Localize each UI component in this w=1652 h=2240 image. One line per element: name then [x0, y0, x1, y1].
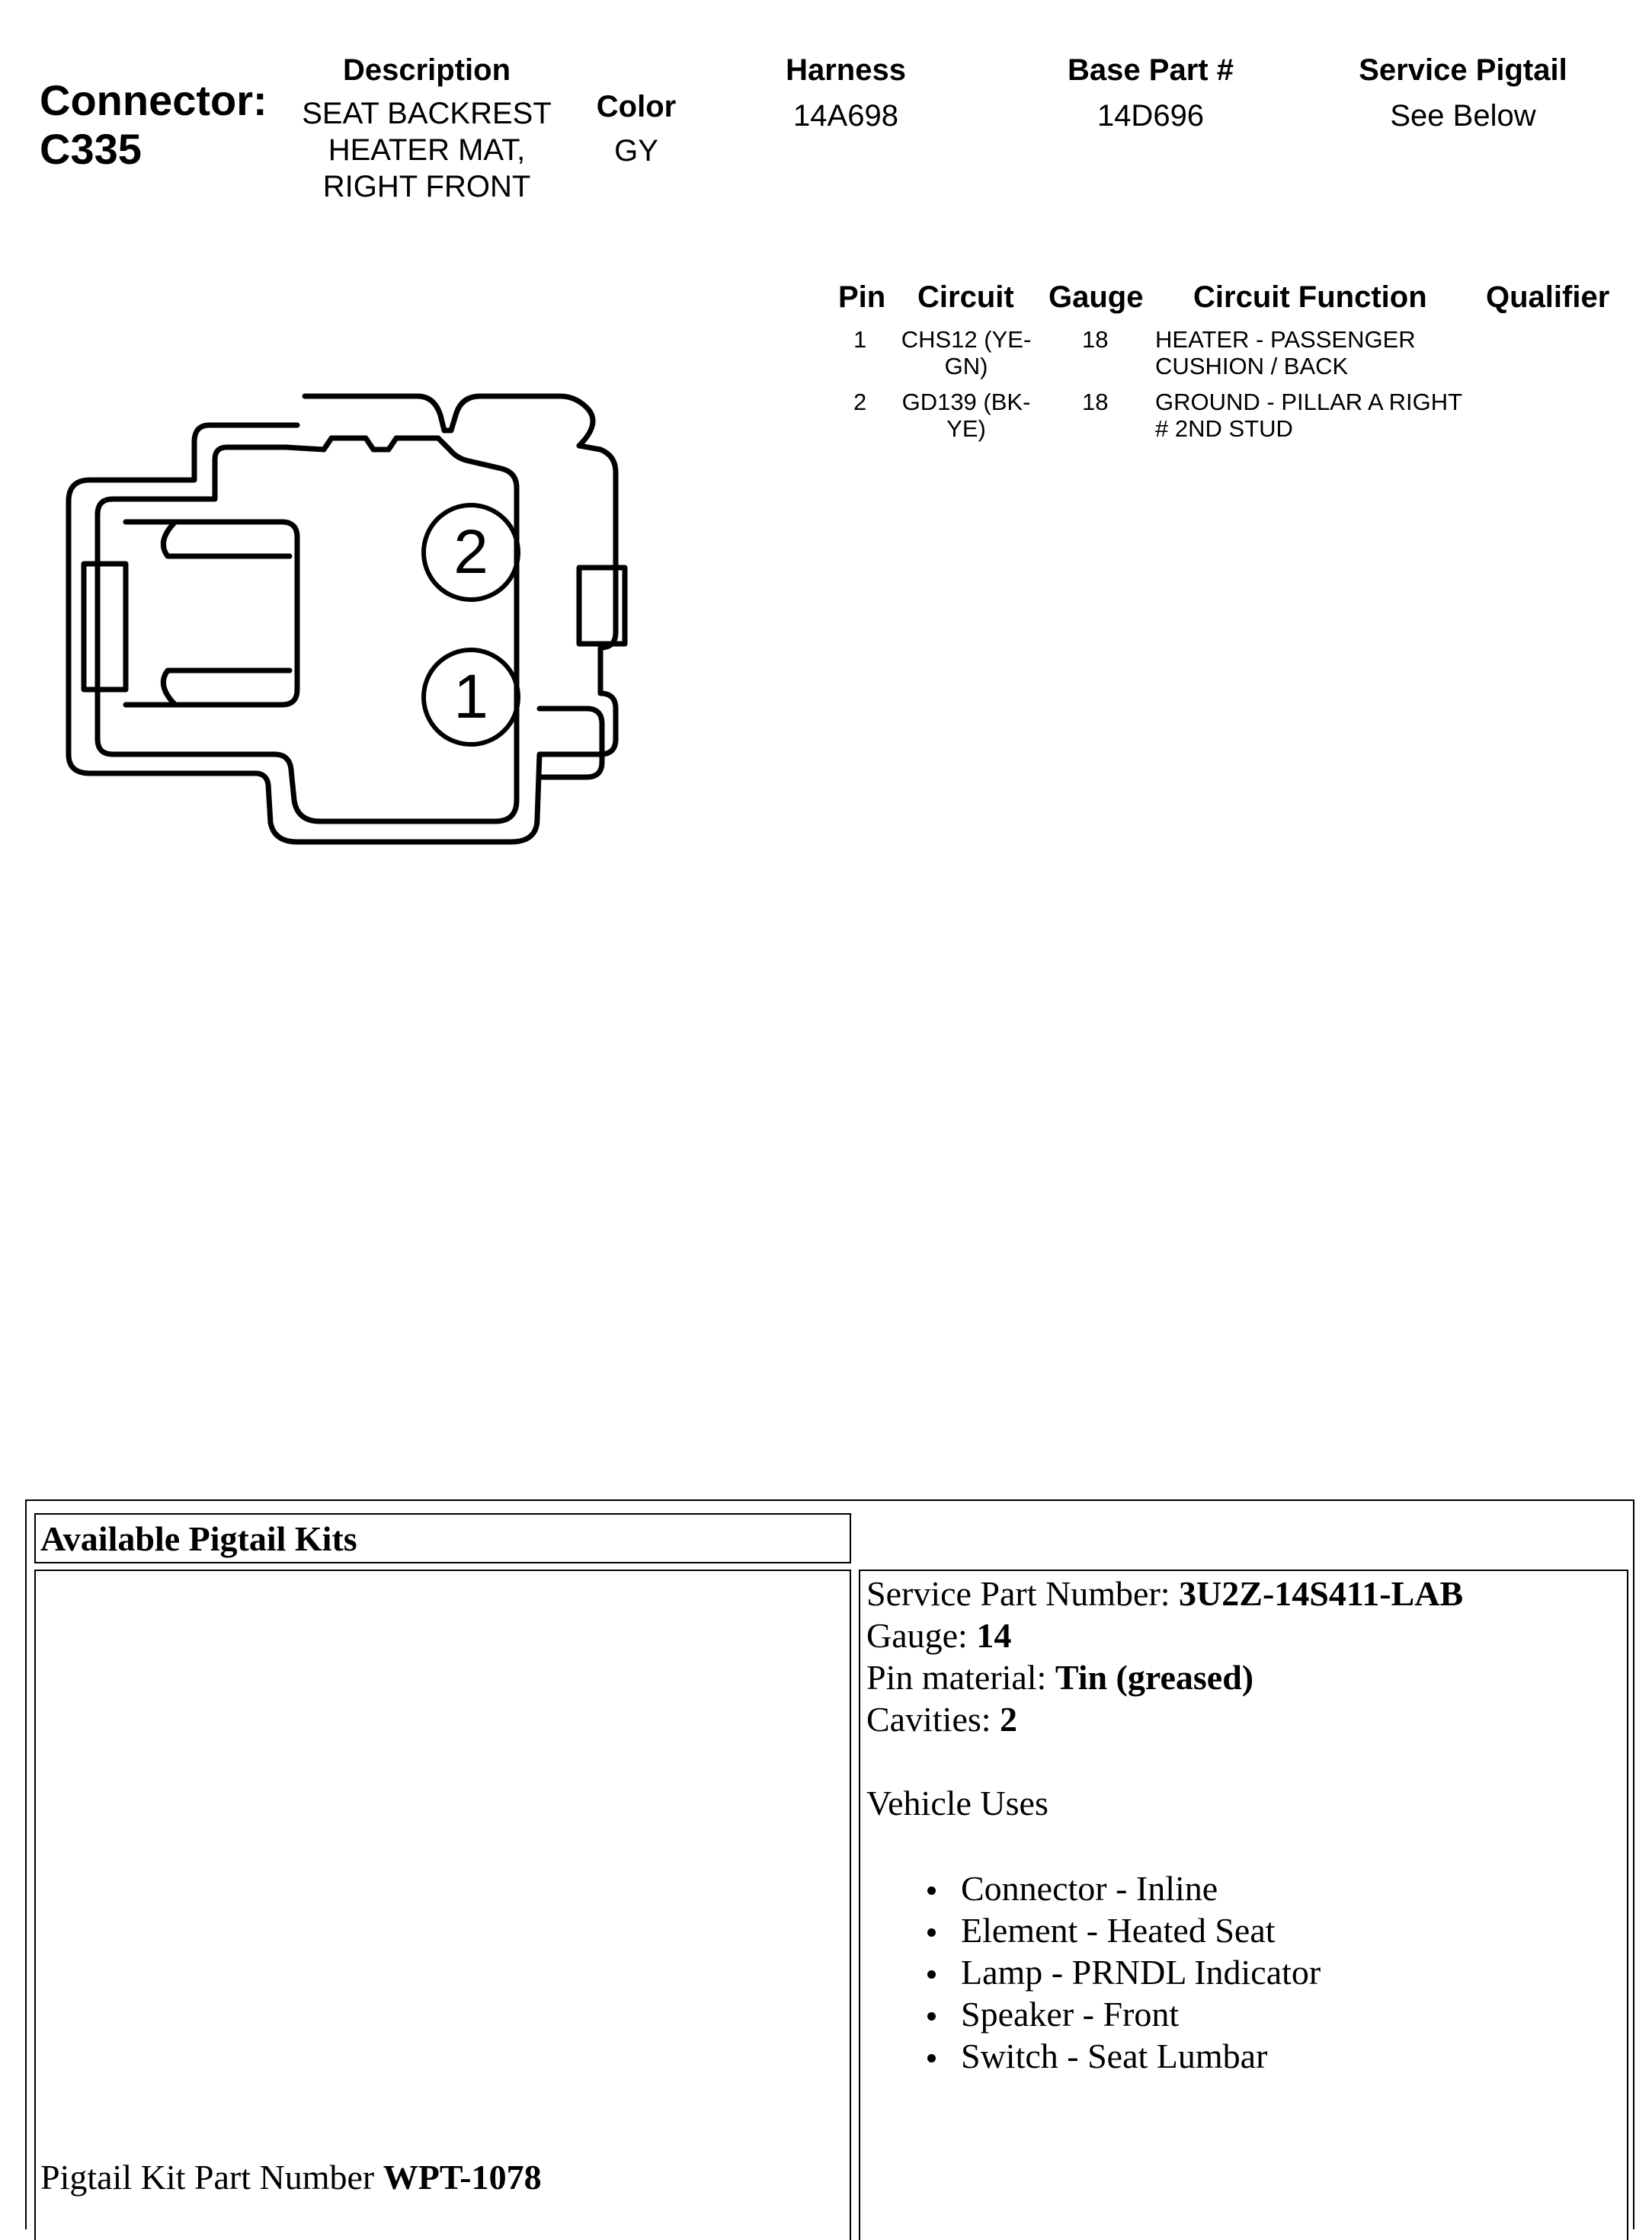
circuit-cell: GD139 (BK-YE) [901, 389, 1031, 442]
list-item: Speaker - Front [961, 1993, 1463, 2035]
latch-tab-left [84, 564, 126, 690]
service-pigtail-label: Service Pigtail [1359, 53, 1567, 87]
list-item: Element - Heated Seat [961, 1909, 1463, 1951]
pin-material-label: Pin material: [866, 1658, 1047, 1697]
pin-number: 1 [853, 326, 867, 353]
kit-number-label: Pigtail Kit Part Number [40, 2158, 375, 2197]
service-part-label: Service Part Number: [866, 1574, 1170, 1613]
pigtail-kits-table [25, 1499, 1634, 2229]
circuit-cell: CHS12 (YE-GN) [901, 326, 1032, 379]
key-lower-right [539, 709, 602, 777]
harness-label: Harness [786, 53, 906, 87]
lock-arm [126, 522, 297, 705]
pigtail-title-cell [34, 1513, 851, 1563]
pin-material-value: Tin (greased) [1055, 1658, 1254, 1697]
connector-id: C335 [40, 125, 142, 173]
cavities-label: Cavities: [866, 1700, 991, 1739]
list-item: Lamp - PRNDL Indicator [961, 1951, 1463, 1993]
base-part-value: 14D696 [1097, 99, 1205, 133]
pin-label-1: 1 [453, 662, 488, 731]
service-pigtail-value: See Below [1390, 99, 1536, 133]
pigtail-details-cell [859, 1570, 1628, 2240]
list-item: Switch - Seat Lumbar [961, 2035, 1463, 2077]
gauge-cell: 18 [1082, 389, 1109, 415]
service-part-value: 3U2Z-14S411-LAB [1179, 1574, 1464, 1613]
connector-diagram [53, 373, 632, 861]
pin-label-2: 2 [453, 517, 488, 587]
description-label: Description [342, 53, 511, 87]
connector-outer-shell [69, 396, 616, 842]
base-part-label: Base Part # [1068, 53, 1234, 87]
connector-inner-shell [98, 438, 517, 821]
harness-value: 14A698 [793, 99, 898, 133]
gauge-line [866, 1614, 1463, 1656]
service-part-line [866, 1573, 1463, 1614]
pigtail-details [866, 1573, 1463, 2077]
connector-label: Connector: [40, 76, 267, 124]
pin-number: 2 [853, 389, 867, 415]
gauge-header: Gauge [1049, 280, 1144, 314]
pigtail-image-cell [34, 1570, 851, 2240]
gauge-cell: 18 [1082, 326, 1109, 353]
description-value: SEAT BACKREST HEATER MAT, RIGHT FRONT [302, 97, 552, 203]
pigtail-title: Available Pigtail Kits [40, 1519, 357, 1558]
circuit-function-header: Circuit Function [1193, 280, 1427, 314]
pin-material-line [866, 1656, 1463, 1698]
kit-number-value: WPT-1078 [383, 2158, 542, 2197]
gauge-value: 14 [976, 1616, 1012, 1655]
pin-header: Pin [838, 280, 886, 314]
vehicle-uses-list [866, 1867, 1463, 2077]
list-item: Connector - Inline [961, 1867, 1463, 1909]
function-cell: GROUND - PILLAR A RIGHT # 2ND STUD [1155, 389, 1462, 442]
color-label: Color [596, 90, 677, 123]
circuit-header: Circuit [917, 280, 1014, 314]
color-value: GY [614, 134, 658, 168]
pigtail-kit-number [40, 2156, 542, 2198]
gauge-label: Gauge: [866, 1616, 968, 1655]
vehicle-uses-label: Vehicle Uses [866, 1784, 1049, 1822]
cavities-value: 2 [1000, 1700, 1018, 1739]
connector-title [40, 76, 267, 174]
cavities-line [866, 1698, 1463, 1740]
function-cell: HEATER - PASSENGER CUSHION / BACK [1155, 326, 1416, 379]
qualifier-header: Qualifier [1486, 280, 1610, 314]
